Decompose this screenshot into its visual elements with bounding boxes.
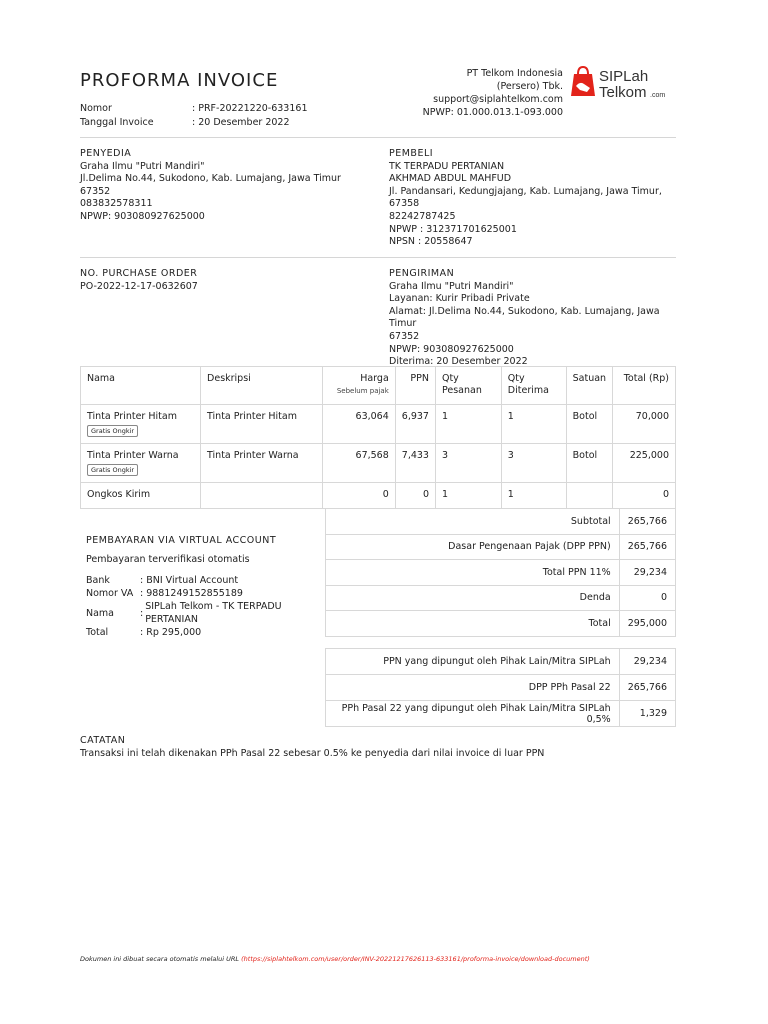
logo-text2: Telkom [599,84,647,101]
pembeli-npsn: NPSN : 20558647 [389,236,473,248]
shopping-bag-hand-icon [570,64,680,104]
cell-nama: Tinta Printer Warna Gratis Ongkir [81,444,201,483]
pengiriman-npwp: NPWP: 903080927625000 [389,343,514,355]
gratis-ongkir-badge: Gratis Ongkir [87,425,138,437]
table-row [81,444,676,483]
invoice-meta [80,102,308,130]
cell-nama: Tinta Printer Hitam Gratis Ongkir [81,405,201,444]
notes-heading: CATATAN [80,735,126,746]
cell-deskripsi [201,483,323,509]
totals-table [325,508,676,637]
nama-label: Nama [86,607,115,619]
cell-deskripsi: Tinta Printer Hitam [201,405,323,444]
siplah-telkom-logo [570,64,680,104]
penyedia-heading: PENYEDIA [80,148,132,159]
tax-row: PPh Pasal 22 yang dipungut oleh Pihak Lain/Mitra SIPLah 0,5% 1,329 [326,701,676,727]
cell-harga: 0 [323,483,396,509]
col-qty-diterima: Qty Diterima [501,367,566,405]
cell-qty-diterima: 1 [501,405,566,444]
va-value: : 9881249152855189 [140,588,243,599]
cell-satuan: Botol [566,405,612,444]
footer-text: Dokumen ini dibuat secara otomatis melalui URL [80,955,240,963]
cell-nama: Ongkos Kirim [81,483,201,509]
bank-label: Bank [86,575,110,586]
purchase-order-section [80,268,370,293]
col-qty-pesanan: Qty Pesanan [435,367,501,405]
pengiriman-heading: PENGIRIMAN [389,268,455,279]
pembeli-address1: Jl. Pandansari, Kedungjajang, Kab. Lumajang, Jawa Timur, [389,185,662,197]
nomor-value: : PRF-20221220-633161 [192,103,308,114]
po-value: PO-2022-12-17-0632607 [80,280,198,292]
col-deskripsi: Deskripsi [201,367,323,405]
cell-qty-pesanan: 3 [435,444,501,483]
pembeli-phone: 82242787425 [389,210,456,222]
page-title: PROFORMA INVOICE [80,70,279,91]
cell-total: 0 [613,483,676,509]
totals-row: Total PPN 11% 29,234 [326,560,676,586]
logo-suffix: .com [650,92,666,99]
nama-value1: SIPLah Telkom - TK TERPADU [145,601,282,612]
tax-table [325,648,676,727]
tax-row: PPN yang dipungut oleh Pihak Lain/Mitra SIPLah 29,234 [326,649,676,675]
pengiriman-layanan: Layanan: Kurir Pribadi Private [389,293,530,305]
pembeli-name: TK TERPADU PERTANIAN [389,160,505,172]
company-line2: (Persero) Tbk. [496,81,563,92]
cell-qty-diterima: 1 [501,483,566,509]
pengiriman-alamat1: Alamat: Jl.Delima No.44, Sukodono, Kab. Lumajang, Jawa Timur [389,305,660,330]
cell-satuan [566,483,612,509]
cell-ppn: 7,433 [395,444,435,483]
pengiriman-name: Graha Ilmu "Putri Mandiri" [389,280,514,292]
col-ppn: PPN [395,367,435,405]
bank-value: : BNI Virtual Account [140,575,239,586]
va-label: Nomor VA [86,588,134,599]
table-row [81,483,676,509]
po-heading: NO. PURCHASE ORDER [80,268,198,279]
cell-qty-diterima: 3 [501,444,566,483]
pembeli-heading: PEMBELI [389,148,434,159]
divider [80,257,676,258]
divider [80,137,676,138]
pembeli-npwp: NPWP : 312371701625001 [389,223,517,235]
pengiriman-section [389,268,679,369]
company-email: support@siplahtelkom.com [433,94,563,105]
penyedia-name: Graha Ilmu "Putri Mandiri" [80,160,205,172]
penyedia-npwp: NPWP: 903080927625000 [80,210,205,222]
pembeli-address2: 67358 [389,198,420,210]
cell-qty-pesanan: 1 [435,405,501,444]
payment-status: Pembayaran terverifikasi otomatis [86,554,250,565]
cell-total: 70,000 [613,405,676,444]
penyedia-phone: 083832578311 [80,198,153,210]
logo-text1: SIPLah [599,68,649,85]
totals-row: Dasar Pengenaan Pajak (DPP PPN) 265,766 [326,534,676,560]
footer-url-link[interactable]: (https://siplahtelkom.com/user/order/INV-20221217626113-633161/proforma-invoice/download-document) [241,955,590,963]
totals-row: Subtotal 265,766 [326,509,676,535]
notes-text: Transaksi ini telah dikenakan PPh Pasal 22 sebesar 0.5% ke penyedia dari nilai invoice di luar PPN [80,748,545,759]
cell-harga: 67,568 [323,444,396,483]
col-satuan: Satuan [566,367,612,405]
nama-value2: PERTANIAN [145,614,198,625]
cell-qty-pesanan: 1 [435,483,501,509]
table-row [81,405,676,444]
cell-satuan: Botol [566,444,612,483]
pengiriman-diterima: Diterima: 20 Desember 2022 [389,356,528,368]
totals-row: Total 295,000 [326,611,676,637]
col-nama: Nama [81,367,201,405]
penyedia-address: Jl.Delima No.44, Sukodono, Kab. Lumajang, Jawa Timur 67352 [80,173,341,197]
tax-row: DPP PPh Pasal 22 265,766 [326,675,676,701]
tanggal-label: Tanggal Invoice [80,117,154,128]
cell-total: 225,000 [613,444,676,483]
payment-section: PEMBAYARAN VIA VIRTUAL ACCOUNT Pembayaran terverifikasi otomatis Bank : BNI Virtual Account Nomor VA : 9881249152855189 Nama : SIPLah Telkom - TK TERPADU PERTANIAN Total : Rp 295,000 [86,534,316,639]
total-label: Total [86,627,109,638]
cell-ppn: 6,937 [395,405,435,444]
items-table [80,366,676,509]
penyedia-section [80,148,370,224]
cell-ppn: 0 [395,483,435,509]
tanggal-value: : 20 Desember 2022 [192,117,290,128]
notes-section [80,734,544,760]
cell-deskripsi: Tinta Printer Warna [201,444,323,483]
pembeli-person: AKHMAD ABDUL MAHFUD [389,173,512,185]
pembeli-section [389,148,679,249]
gratis-ongkir-badge: Gratis Ongkir [87,464,138,476]
nomor-label: Nomor [80,103,112,114]
cell-harga: 63,064 [323,405,396,444]
total-value: : Rp 295,000 [140,627,202,638]
col-harga: Harga Sebelum pajak [323,367,396,405]
company-line1: PT Telkom Indonesia [466,68,563,79]
company-info [363,67,563,119]
footer [80,955,590,963]
table-header-row [81,367,676,405]
payment-heading: PEMBAYARAN VIA VIRTUAL ACCOUNT [86,535,277,546]
pengiriman-alamat2: 67352 [389,330,420,342]
col-total: Total (Rp) [613,367,676,405]
totals-row: Denda 0 [326,585,676,611]
company-npwp: NPWP: 01.000.013.1-093.000 [422,107,563,118]
